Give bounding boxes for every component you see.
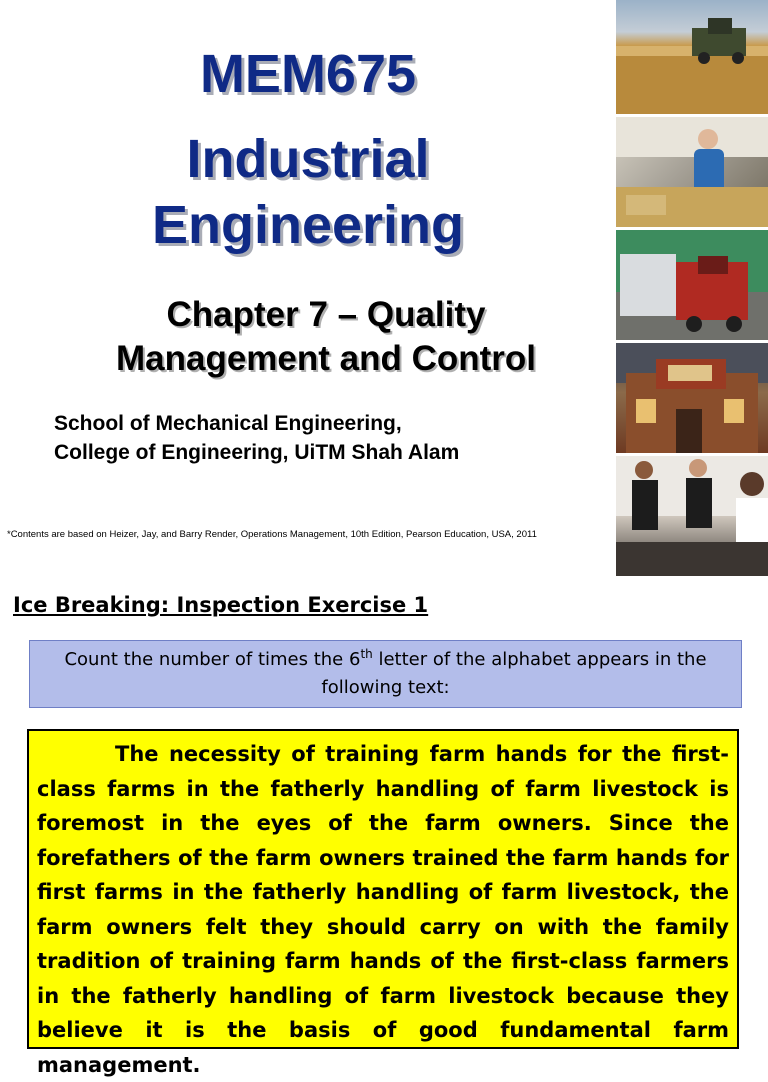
- restaurant-staff-photo: [616, 456, 768, 576]
- school-line-1: School of Mechanical Engineering,: [54, 412, 402, 435]
- exercise-heading: Ice Breaking: Inspection Exercise 1: [13, 593, 429, 617]
- title-line-2: Engineering: [151, 195, 465, 255]
- food-worker-image: [616, 117, 768, 227]
- chapter-line-2: Management and Control: [115, 339, 537, 378]
- truck-photo: [616, 230, 768, 340]
- exercise-slide: [0, 580, 768, 1077]
- chapter-line-1: Chapter 7 – Quality: [166, 295, 486, 334]
- title-line-1: Industrial: [186, 129, 430, 189]
- truck-image: [616, 230, 768, 340]
- photo-strip: [616, 0, 768, 576]
- course-code: MEM675: [199, 44, 417, 104]
- instruction-text-suffix: letter of the alphabet appears in the following text:: [321, 649, 707, 698]
- instruction-superscript: th: [360, 647, 373, 661]
- restaurant-image: [616, 343, 768, 453]
- exercise-text-box: The necessity of training farm hands for the first-class farms in the fatherly handling of farm livestock is foremost in the eyes of the farm owners. Since the forefathers of the farm owners trained the farm hands for first farms in the fatherly handling of farm livestock, the farm owners felt they should carry on with the family tradition of training farm hands of the first-class farmers in the fatherly handling of farm livestock because they believe it is the basis of good fundamental farm management.: [27, 729, 739, 1049]
- restaurant-staff-image: [616, 456, 768, 576]
- school-line-2: College of Engineering, UiTM Shah Alam: [54, 441, 460, 464]
- food-worker-photo: [616, 117, 768, 227]
- restaurant-photo: [616, 343, 768, 453]
- source-note: *Contents are based on Heizer, Jay, and Barry Render, Operations Management, 10th Edition, Pearson Education, USA, 2011: [7, 529, 537, 540]
- combine-harvester-photo: [616, 0, 768, 114]
- instruction-text-prefix: Count the number of times the 6: [64, 649, 361, 670]
- combine-harvester-image: [616, 0, 768, 114]
- instruction-box: [29, 640, 742, 708]
